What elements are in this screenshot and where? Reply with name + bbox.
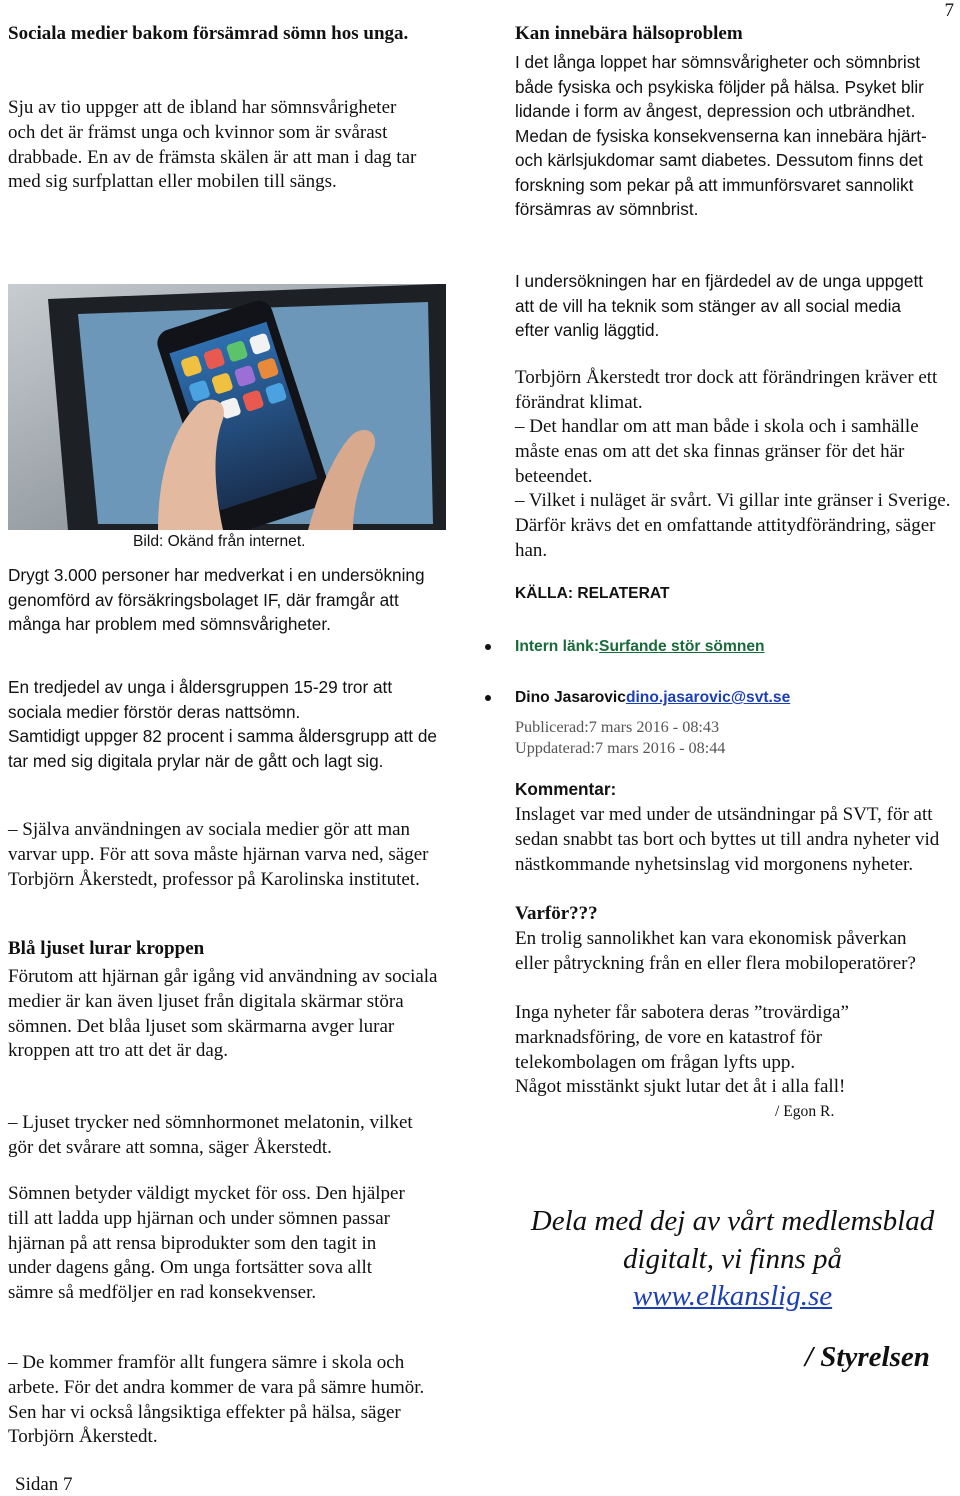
paragraph: I det långa loppet har sömnsvårigheter och sömnbrist både fysiska och psykiska följder på hälsa. Psyket blir lidande i form av ångest, depression och utbrändhet. Medan de fysiska konsekvenserna kan innebära hjärt- och kärlsjukdomar samt diabetes. Dessutom finns det forskning som pekar på att immunförsvaret sannolikt försämras av sömnbrist.	[515, 52, 927, 219]
paragraph: I undersökningen har en fjärdedel av de unga uppgett att de vill ha teknik som stänger av all social media efter vanlig läggtid.	[515, 271, 924, 340]
quote-paragraph: – Vilket i nuläget är svårt. Vi gillar inte gränser i Sverige. Därför krävs det en omfattande attitydförändring, säger han.	[515, 490, 951, 561]
internal-link-row	[515, 636, 765, 658]
author-row	[515, 687, 790, 709]
quote-paragraph: – Det handlar om att man både i skola och i samhälle måste enas om att det ska finnas gränser för det här beteendet.	[515, 416, 919, 487]
comment-question: Varför???	[515, 903, 598, 924]
article-lead: Sju av tio uppger att de ibland har sömnsvårigheter och det är främst unga och kvinnor som är svårast drabbade. En av de främsta skälen är att man i dag tar med sig surfplattan eller mobilen till sängs.	[8, 97, 417, 193]
quote-paragraph: – Själva användningen av sociala medier gör att man varvar upp. För att sova måste hjärnan varva ned, säger Torbjörn Åkerstedt, professor på Karolinska institutet.	[8, 819, 429, 890]
published-row	[515, 716, 719, 738]
phone-and-tablet-photo	[8, 284, 446, 530]
section-subhead: Blå ljuset lurar kroppen	[8, 938, 205, 959]
updated-label: Uppdaterad:	[515, 739, 596, 757]
updated-date: 7 mars 2016 - 08:44	[595, 739, 726, 757]
quote-paragraph: – Ljuset trycker ned sömnhormonet melatonin, vilket gör det svårare att somna, säger Åkerstedt.	[8, 1112, 413, 1158]
paragraph: En tredjedel av unga i åldersgruppen 15-29 tror att sociala medier förstör deras nattsömn.	[8, 677, 393, 722]
source-label: KÄLLA: RELATERAT	[515, 585, 670, 602]
page-number: 7	[944, 0, 954, 21]
page-footer: Sidan 7	[15, 1474, 73, 1495]
quote-paragraph: – De kommer framför allt fungera sämre i skola och arbete. För det andra kommer de vara på sämre humör. Sen har vi också långsiktiga effekter på hälsa, säger Torbjörn Åkerstedt.	[8, 1352, 425, 1448]
article-headline: Sociala medier bakom försämrad sömn hos unga.	[8, 23, 409, 44]
section-subhead: Kan innebära hälsoproblem	[515, 23, 743, 44]
paragraph: Förutom att hjärnan går igång vid användning av sociala medier är kan även ljuset från digitala skärmar störa sömnen. Det blåa ljuset som skärmarna avger lurar kroppen att tro att det är dag.	[8, 966, 438, 1062]
photo-illustration-icon	[8, 284, 446, 530]
paragraph: Torbjörn Åkerstedt tror dock att förändringen kräver ett förändrat klimat.	[515, 367, 938, 413]
comment-heading: Kommentar:	[515, 779, 617, 799]
bullet-icon	[485, 644, 491, 650]
author-email-link[interactable]: dino.jasarovic@svt.se	[625, 689, 791, 706]
internal-link[interactable]: Surfande stör sömnen	[599, 638, 765, 655]
comment-paragraph: En trolig sannolikhet kan vara ekonomisk påverkan eller påtryckning från en eller flera mobiloperatörer?	[515, 928, 916, 974]
paragraph: Samtidigt uppger 82 procent i samma åldersgrupp att de tar med sig digitala prylar när de gått och lagt sig.	[8, 726, 437, 771]
internal-link-label: Intern länk:	[515, 638, 600, 655]
comment-signature: / Egon R.	[775, 1103, 835, 1120]
paragraph: Drygt 3.000 personer har medverkat i en undersökning genomförd av försäkringsbolaget IF, där framgår att många har problem med sömnsvårigheter.	[8, 565, 425, 634]
call-to-action	[505, 1203, 960, 1316]
bullet-icon	[485, 695, 491, 701]
cta-line: Dela med dej av vårt medlemsblad	[530, 1205, 935, 1237]
paragraph: Sömnen betyder väldigt mycket för oss. Den hjälper till att ladda upp hjärnan och under sömnen passar hjärnan på att rensa biprodukter som den tagit in under dagens gång. Om unga fortsätter sova allt sämre så medföljer en rad konsekvenser.	[8, 1183, 405, 1304]
updated-row	[515, 737, 725, 759]
website-link[interactable]: www.elkanslig.se	[632, 1280, 833, 1312]
comment-paragraph: Inslaget var med under de utsändningar på SVT, för att sedan snabbt tas bort och byttes ut till andra nyheter vid nästkommande nyhetsinslag vid morgonens nyheter.	[515, 804, 940, 875]
author-name: Dino Jasarovic	[515, 689, 626, 706]
comment-paragraph: Inga nyheter får sabotera deras ”trovärdiga” marknadsföring, de vore en katastrof för telekombolagen om frågan lyfts upp.	[515, 1002, 849, 1073]
published-date: 7 mars 2016 - 08:43	[588, 718, 720, 736]
published-label: Publicerad:	[515, 718, 589, 736]
photo-caption: Bild: Okänd från internet.	[133, 533, 306, 550]
comment-paragraph: Något misstänkt sjukt lutar det åt i alla fall!	[515, 1076, 846, 1097]
board-signature: / Styrelsen	[805, 1341, 930, 1373]
cta-line: digitalt, vi finns på	[622, 1242, 843, 1275]
